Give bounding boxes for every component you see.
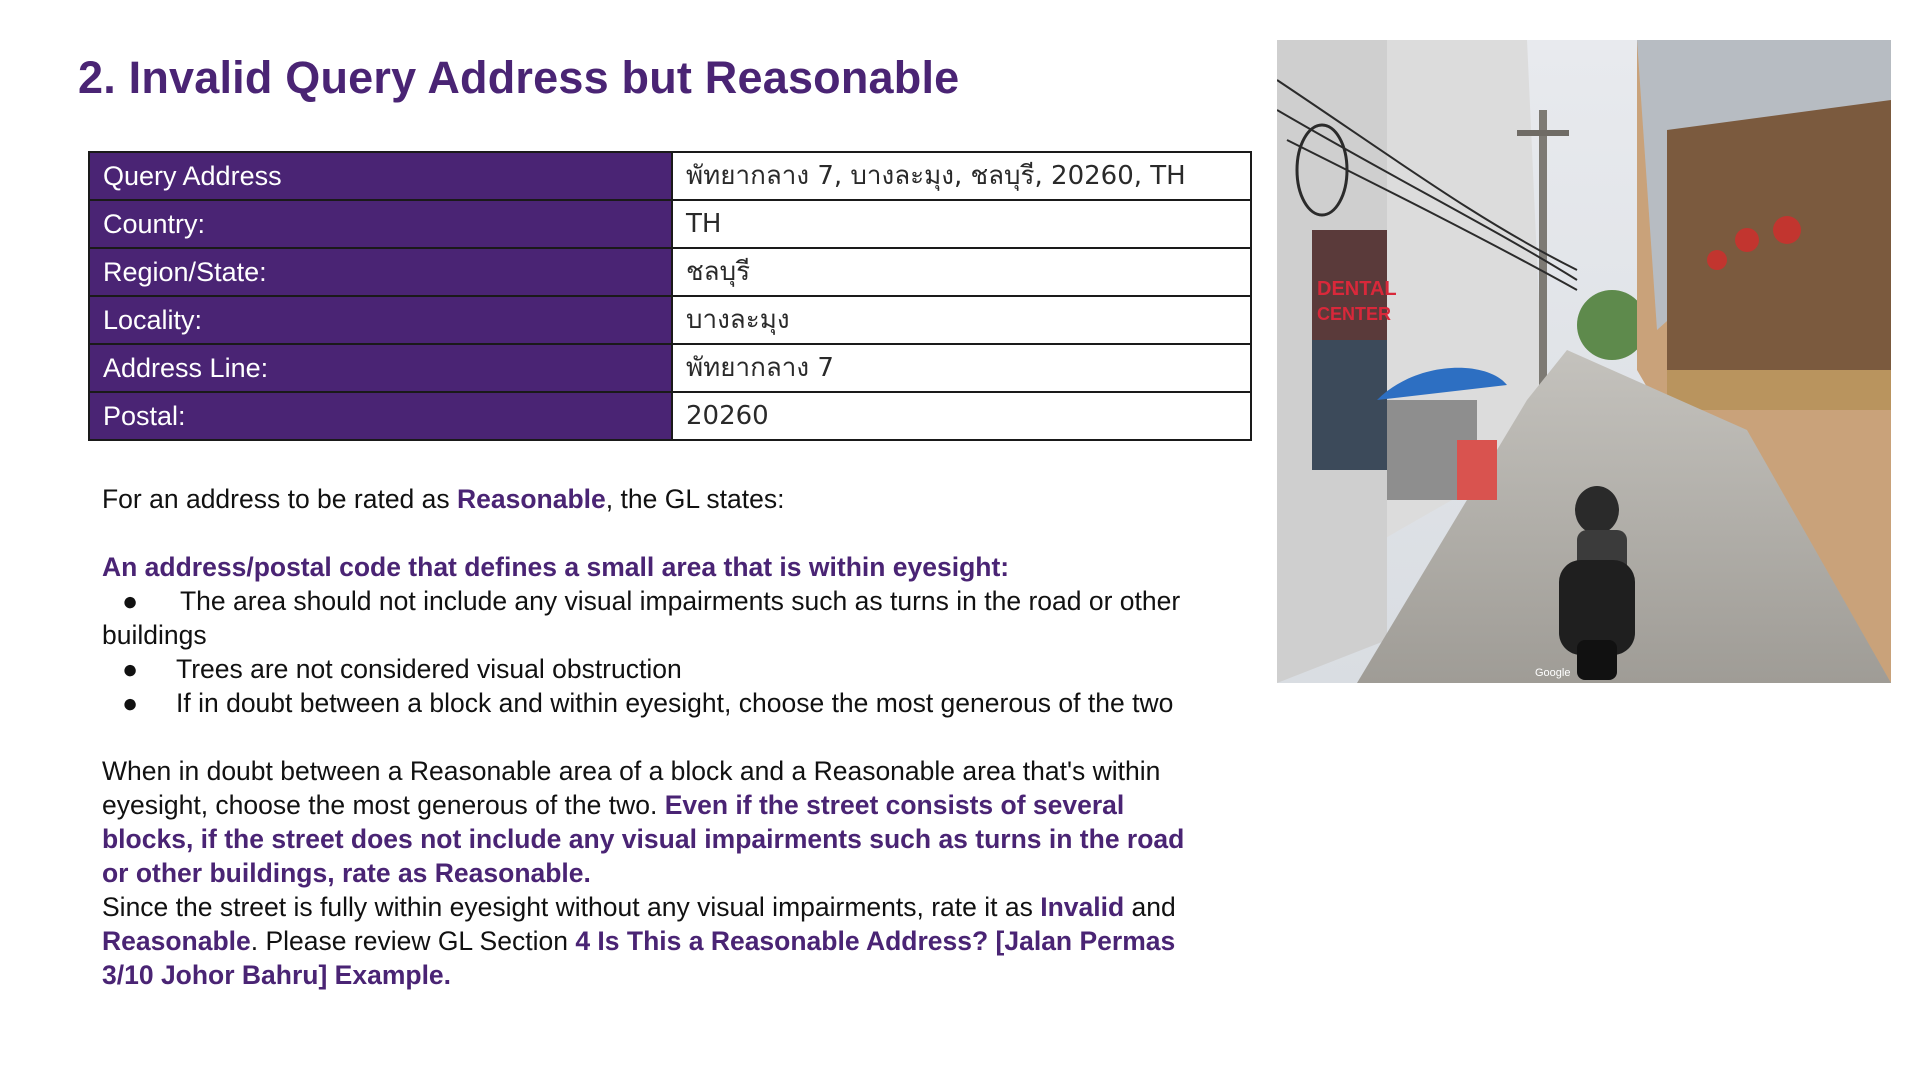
red-lantern <box>1773 216 1801 244</box>
table-row <box>89 296 1251 344</box>
gl-section-reference: 4 Is This a Reasonable Address? [Jalan Permas <box>575 926 1176 956</box>
row-label: Query Address <box>89 152 672 200</box>
table-row <box>89 152 1251 200</box>
cart-banner <box>1457 440 1497 500</box>
bullet-text: If in doubt between a block and within eyesight, choose the most generous of the two <box>176 688 1174 718</box>
bullet-item <box>102 584 1262 618</box>
address-info-table <box>88 151 1252 441</box>
table-row <box>89 200 1251 248</box>
row-label: Region/State: <box>89 248 672 296</box>
bullet-dot: ● <box>122 586 139 616</box>
explanation-line: blocks, if the street does not include any visual impairments such as turns in the road <box>102 824 1185 854</box>
explanation-line <box>102 924 1262 958</box>
spacer <box>102 516 1262 550</box>
explanation-line: 3/10 Johor Bahru] Example. <box>102 960 452 990</box>
table-row <box>89 344 1251 392</box>
row-value: 20260 <box>672 392 1251 440</box>
row-label: Postal: <box>89 392 672 440</box>
red-lantern <box>1735 228 1759 252</box>
dental-sign-text: DENTAL <box>1317 278 1397 300</box>
distant-trees <box>1577 290 1647 360</box>
row-value: TH <box>672 200 1251 248</box>
explanation-highlight: Invalid <box>1040 892 1125 922</box>
bullet-text: The area should not include any visual impairments such as turns in the road or other <box>180 586 1181 616</box>
row-value: ชลบุรี <box>672 248 1251 296</box>
explanation-line: When in doubt between a Reasonable area of a block and a Reasonable area that's within <box>102 756 1161 786</box>
guideline-text <box>102 482 1262 992</box>
motorbike-wheel <box>1577 640 1617 680</box>
red-lantern <box>1707 250 1727 270</box>
spacer <box>102 720 1262 754</box>
shop-railing <box>1667 370 1891 410</box>
pole-crossbar <box>1517 130 1569 136</box>
rider-helmet <box>1575 486 1619 534</box>
street-view-photo <box>1277 40 1891 683</box>
explanation-text: Since the street is fully within eyesight without any visual impairments, rate it as <box>102 892 1041 922</box>
explanation-text: eyesight, choose the most generous of the two. <box>102 790 665 820</box>
bullet-dot: ● <box>122 688 139 718</box>
criteria-heading: An address/postal code that defines a small area that is within eyesight: <box>102 552 1010 582</box>
explanation-text: and <box>1124 892 1176 922</box>
intro-text: For an address to be rated as <box>102 484 458 514</box>
explanation-line <box>102 890 1262 924</box>
row-value: บางละมุง <box>672 296 1251 344</box>
explanation-line: or other buildings, rate as Reasonable. <box>102 858 591 888</box>
bullet-dot: ● <box>122 654 139 684</box>
center-sign-text: CENTER <box>1317 304 1392 324</box>
row-label: Country: <box>89 200 672 248</box>
explanation-highlight: Even if the street consists of several <box>664 790 1125 820</box>
explanation-text: . Please review GL Section <box>250 926 576 956</box>
page-title: 2. Invalid Query Address but Reasonable <box>78 52 960 103</box>
intro-text-end: , the GL states: <box>605 484 785 514</box>
bullet-text: Trees are not considered visual obstruction <box>176 654 682 684</box>
row-value: พัทยากลาง 7 <box>672 344 1251 392</box>
street-view-illustration <box>1277 40 1891 683</box>
explanation-highlight: Reasonable <box>102 926 251 956</box>
bullet-item <box>102 652 1262 686</box>
bullet-item <box>102 686 1262 720</box>
intro-highlight: Reasonable <box>457 484 606 514</box>
google-watermark: Google <box>1535 667 1571 679</box>
bullet-continuation: buildings <box>102 620 207 650</box>
explanation-line <box>102 788 1262 822</box>
table-row <box>89 392 1251 440</box>
row-value: พัทยากลาง 7, บางละมุง, ชลบุรี, 20260, TH <box>672 152 1251 200</box>
intro-line <box>102 482 1262 516</box>
row-label: Locality: <box>89 296 672 344</box>
table-row <box>89 248 1251 296</box>
row-label: Address Line: <box>89 344 672 392</box>
